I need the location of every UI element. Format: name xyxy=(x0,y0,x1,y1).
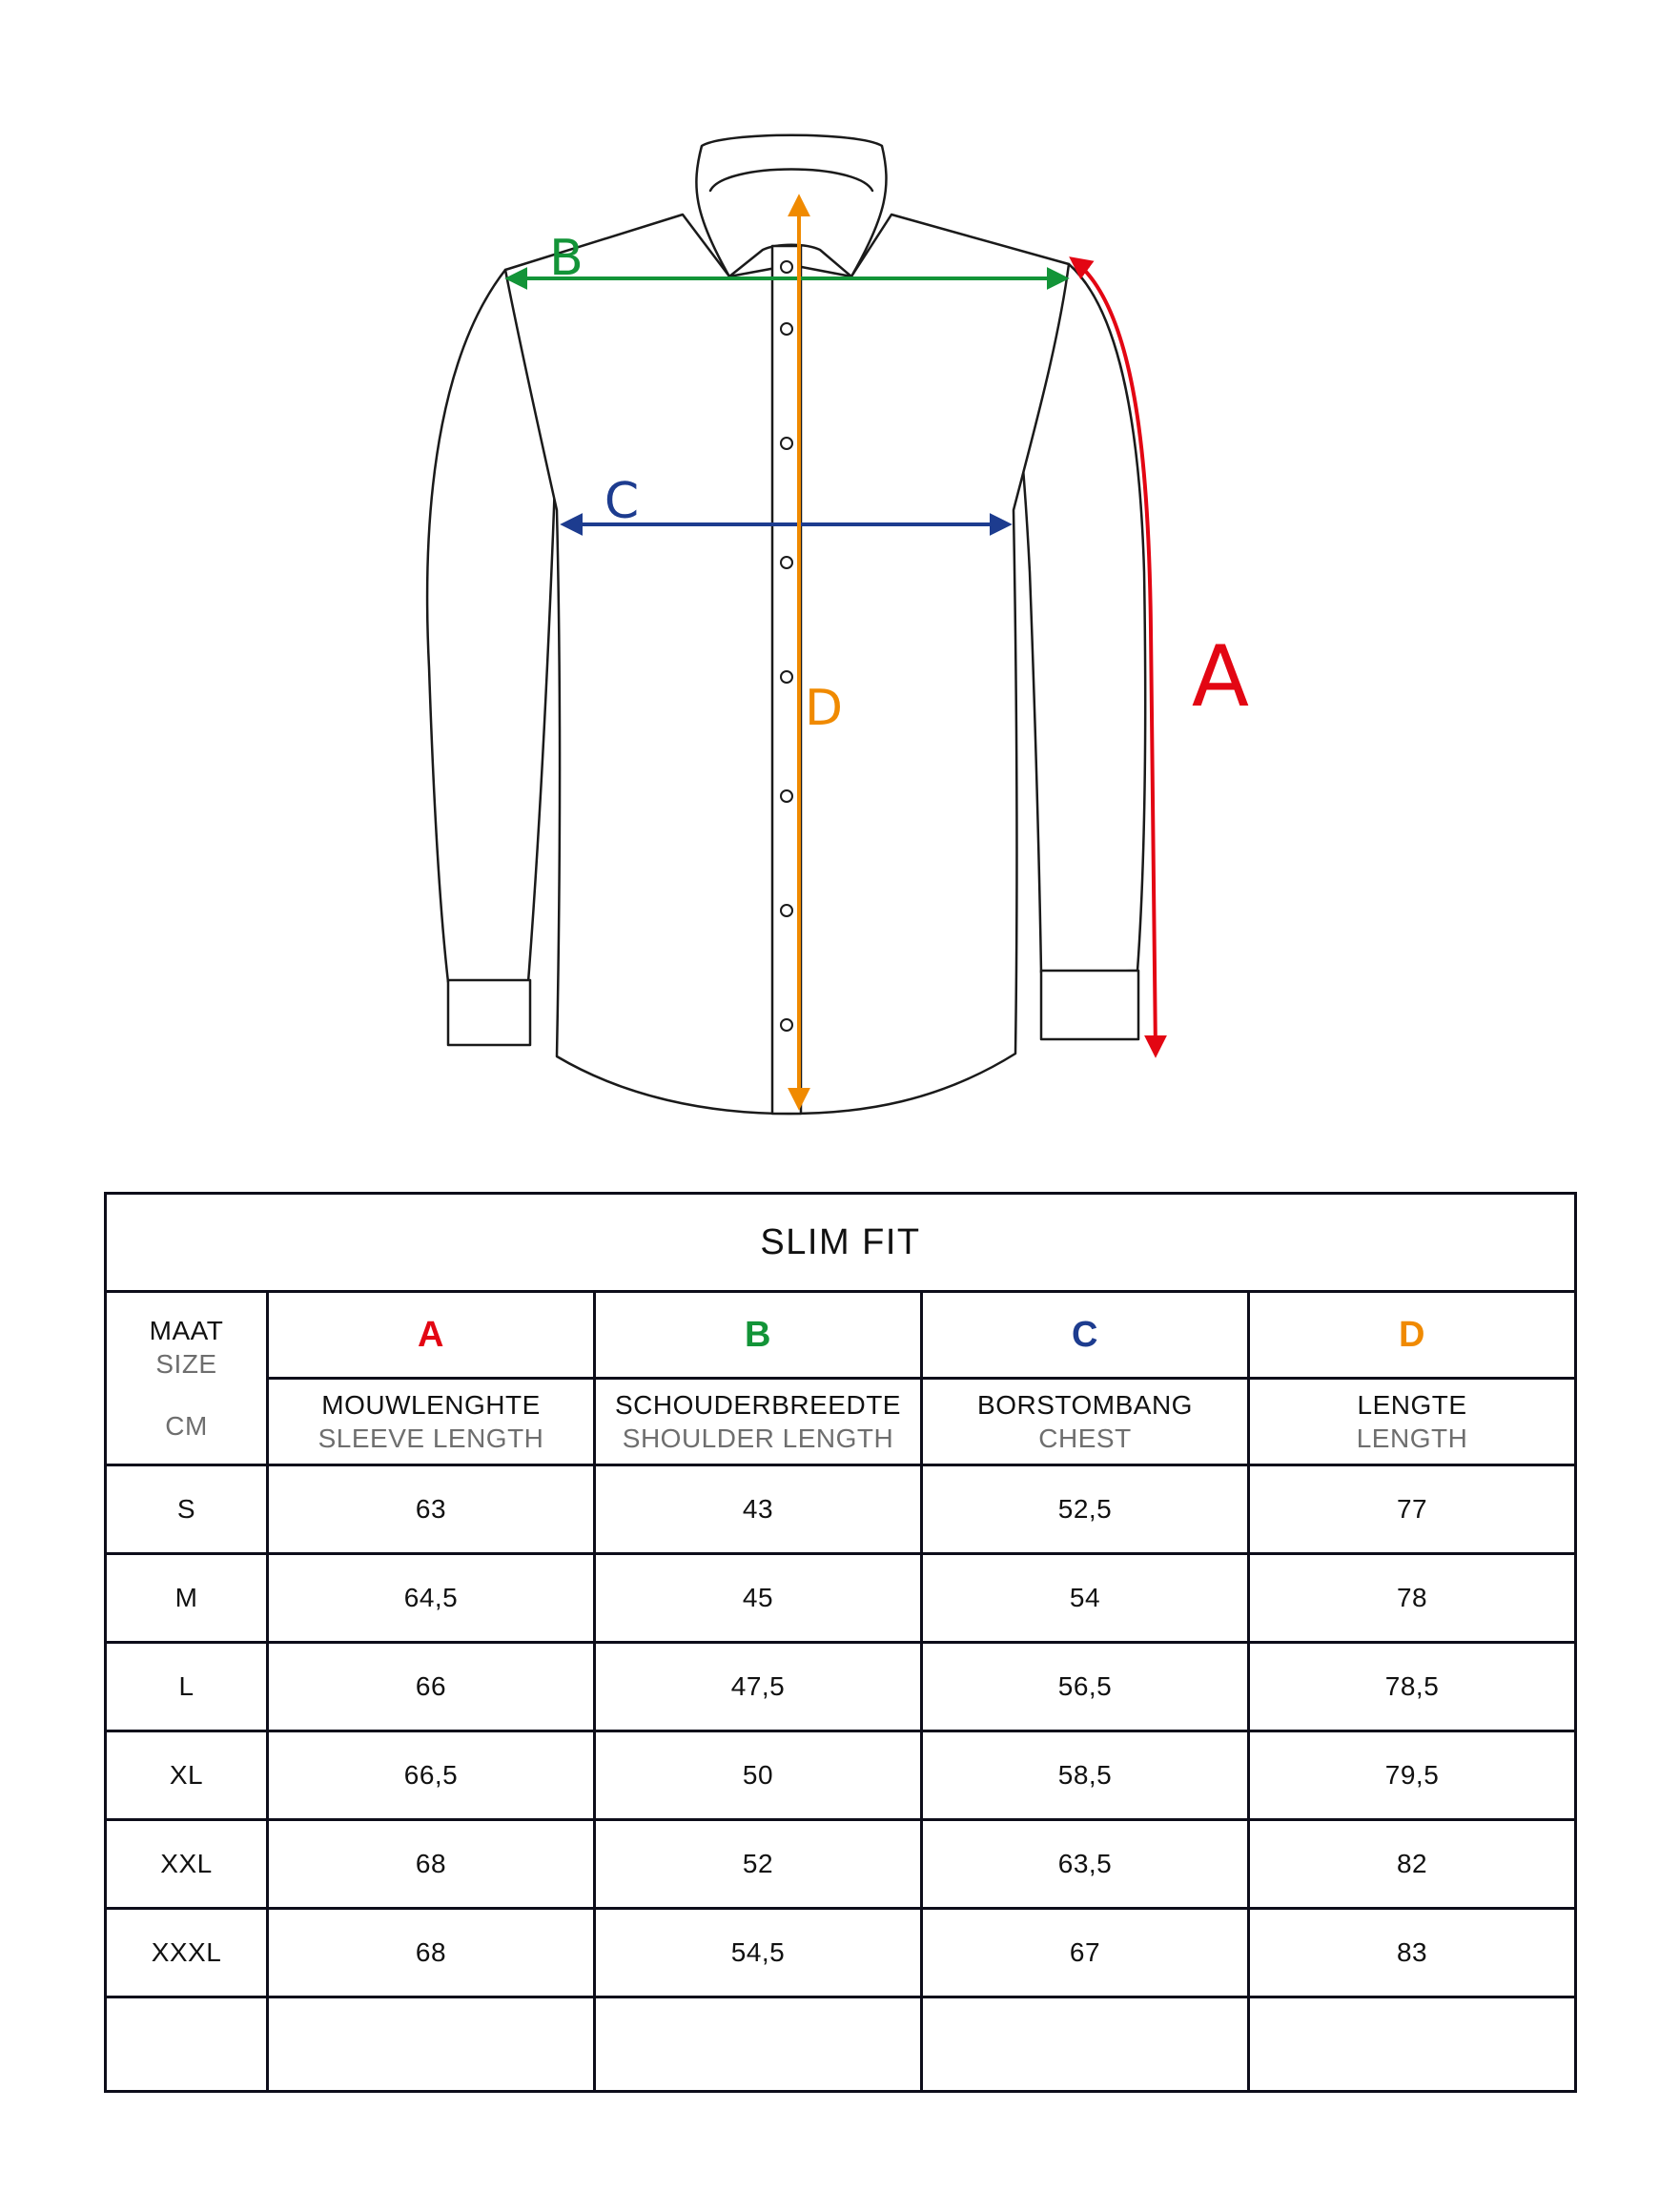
button xyxy=(781,790,792,802)
table-title: SLIM FIT xyxy=(106,1194,1576,1292)
column-name-nl: MOUWLENGHTE xyxy=(321,1390,541,1420)
shirt-outline xyxy=(427,135,1145,1114)
length-cell: 79,5 xyxy=(1249,1731,1576,1820)
label-b: B xyxy=(549,230,584,287)
sleeve-length-cell: 64,5 xyxy=(268,1554,595,1643)
chest-cell: 52,5 xyxy=(922,1465,1249,1554)
button xyxy=(781,671,792,683)
size-header-cell xyxy=(106,1292,268,1465)
column-name-nl: SCHOUDERBREEDTE xyxy=(615,1390,901,1420)
letter-row xyxy=(106,1292,1576,1379)
chest-cell: 56,5 xyxy=(922,1643,1249,1731)
column-letter-d: D xyxy=(1249,1292,1576,1379)
shoulder-length-cell: 50 xyxy=(595,1731,922,1820)
size-table xyxy=(104,1192,1577,2093)
sleeve-length-cell: 68 xyxy=(268,1820,595,1909)
empty-cell xyxy=(1249,1997,1576,2092)
label-c: C xyxy=(604,473,640,530)
chest-cell: 58,5 xyxy=(922,1731,1249,1820)
column-letter-a: A xyxy=(268,1292,595,1379)
chest-cell: 63,5 xyxy=(922,1820,1249,1909)
size-header-en: SIZE xyxy=(155,1349,217,1379)
chest-cell: 54 xyxy=(922,1554,1249,1643)
shoulder-length-cell: 52 xyxy=(595,1820,922,1909)
sleeve-length-cell: 66 xyxy=(268,1643,595,1731)
column-name-nl: BORSTOMBANG xyxy=(977,1390,1193,1420)
label-a: A xyxy=(1191,627,1250,726)
button xyxy=(781,261,792,273)
size-header-unit: CM xyxy=(165,1411,208,1441)
shoulder-length-cell: 43 xyxy=(595,1465,922,1554)
empty-cell xyxy=(268,1997,595,2092)
button xyxy=(781,1019,792,1031)
size-cell: XXL xyxy=(106,1820,268,1909)
shoulder-length-cell: 47,5 xyxy=(595,1643,922,1731)
column-name-row xyxy=(106,1379,1576,1465)
size-cell: S xyxy=(106,1465,268,1554)
shoulder-length-cell: 45 xyxy=(595,1554,922,1643)
sleeve-length-cell: 68 xyxy=(268,1909,595,1997)
column-name-a xyxy=(268,1379,595,1465)
column-name-en: SLEEVE LENGTH xyxy=(317,1423,544,1453)
size-cell: L xyxy=(106,1643,268,1731)
size-cell: XXXL xyxy=(106,1909,268,1997)
column-letter-c: C xyxy=(922,1292,1249,1379)
button xyxy=(781,905,792,916)
right-cuff xyxy=(1041,971,1138,1039)
size-cell: XL xyxy=(106,1731,268,1820)
column-name-en: SHOULDER LENGTH xyxy=(622,1423,894,1453)
sleeve-length-cell: 66,5 xyxy=(268,1731,595,1820)
table-row xyxy=(106,1909,1576,1997)
button xyxy=(781,557,792,568)
empty-cell xyxy=(922,1997,1249,2092)
left-cuff xyxy=(448,980,530,1045)
table-row xyxy=(106,1465,1576,1554)
length-cell: 83 xyxy=(1249,1909,1576,1997)
label-d: D xyxy=(804,680,844,737)
column-name-nl: LENGTE xyxy=(1357,1390,1467,1420)
column-name-d xyxy=(1249,1379,1576,1465)
button xyxy=(781,323,792,335)
column-name-en: LENGTH xyxy=(1356,1423,1468,1453)
length-cell: 77 xyxy=(1249,1465,1576,1554)
title-row xyxy=(106,1194,1576,1292)
column-letter-b: B xyxy=(595,1292,922,1379)
column-name-b xyxy=(595,1379,922,1465)
table-row xyxy=(106,1643,1576,1731)
button xyxy=(781,438,792,449)
sleeve-length-cell: 63 xyxy=(268,1465,595,1554)
table-row xyxy=(106,1731,1576,1820)
empty-cell xyxy=(595,1997,922,2092)
table-row xyxy=(106,1554,1576,1643)
chest-cell: 67 xyxy=(922,1909,1249,1997)
size-header-nl: MAAT xyxy=(149,1316,224,1345)
column-name-en: CHEST xyxy=(1038,1423,1132,1453)
length-cell: 78,5 xyxy=(1249,1643,1576,1731)
empty-table-row xyxy=(106,1997,1576,2092)
empty-cell xyxy=(106,1997,268,2092)
size-cell: M xyxy=(106,1554,268,1643)
table-row xyxy=(106,1820,1576,1909)
column-name-c xyxy=(922,1379,1249,1465)
shoulder-length-cell: 54,5 xyxy=(595,1909,922,1997)
length-cell: 78 xyxy=(1249,1554,1576,1643)
length-cell: 82 xyxy=(1249,1820,1576,1909)
